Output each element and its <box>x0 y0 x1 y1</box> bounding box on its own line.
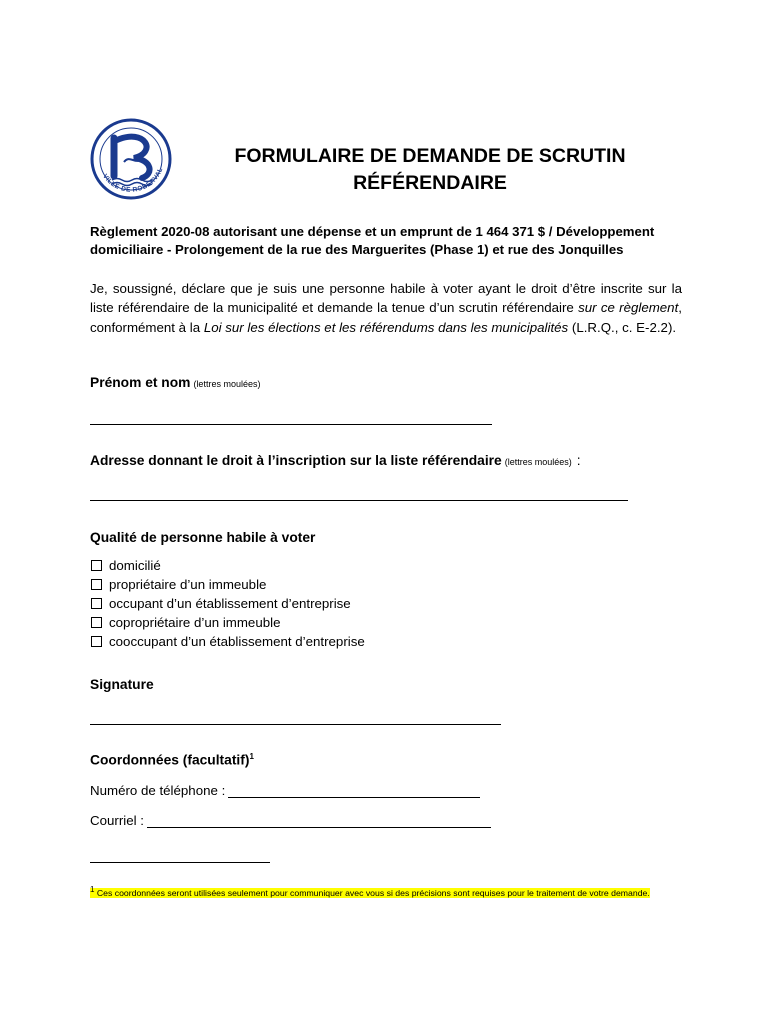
regulation-line-1: Règlement 2020-08 autorisant une dépense et un emprunt de 1 464 371 $ / Développement <box>90 224 655 239</box>
declaration-paragraph <box>90 279 682 337</box>
option-cooccupant[interactable] <box>90 632 365 651</box>
checkbox[interactable] <box>91 598 102 609</box>
contact-label <box>90 752 254 768</box>
declaration-italic-1: sur ce règlement <box>578 300 679 316</box>
option-label: domicilié <box>109 558 161 573</box>
signature-input-line[interactable] <box>90 724 501 725</box>
regulation-heading <box>90 223 690 259</box>
checkbox[interactable] <box>91 579 102 590</box>
name-note: (lettres moulées) <box>193 379 261 389</box>
option-label: occupant d’un établissement d’entreprise <box>109 596 351 611</box>
declaration-text-1: Je, soussigné, déclare que je suis une personne habile à voter ayant le droit d’être inscrite sur la liste référendaire de la municipalité et demande la tenue d’un scrutin référendaire <box>90 281 682 316</box>
quality-label: Qualité de personne habile à voter <box>90 530 316 545</box>
phone-field <box>90 783 480 798</box>
declaration-text-2: , conformément à la <box>90 300 682 335</box>
regulation-line-2: domiciliaire - Prolongement de la rue des Marguerites (Phase 1) et rue des Jonquilles <box>90 242 624 257</box>
declaration-italic-2: Loi sur les élections et les référendums dans les municipalités <box>203 319 569 335</box>
form-title <box>190 143 670 197</box>
option-label: propriétaire d’un immeuble <box>109 577 267 592</box>
phone-input-line[interactable] <box>228 785 480 798</box>
option-domicilie[interactable] <box>90 556 365 575</box>
name-input-line[interactable] <box>90 424 492 425</box>
name-label-text: Prénom et nom <box>90 375 191 390</box>
footnote-ref: 1 <box>249 752 254 761</box>
email-field <box>90 813 491 828</box>
option-proprietaire[interactable] <box>90 575 365 594</box>
option-label: cooccupant d’un établissement d’entreprise <box>109 634 365 649</box>
option-label: copropriétaire d’un immeuble <box>109 615 281 630</box>
logo-text: VILLE DE ROBERVAL <box>101 166 165 194</box>
footnote <box>90 884 686 899</box>
contact-label-text: Coordonnées (facultatif) <box>90 752 250 768</box>
ville-de-roberval-logo <box>90 118 172 200</box>
phone-label: Numéro de téléphone : <box>90 783 226 798</box>
footnote-text: Ces coordonnées seront utilisées seulement pour communiquer avec vous si des précisions sont requises pour le traitement de votre demande. <box>94 887 650 898</box>
email-input-line[interactable] <box>147 815 491 828</box>
address-colon: : <box>576 453 581 468</box>
title-line-1: FORMULAIRE DE DEMANDE DE SCRUTIN <box>234 145 626 167</box>
footnote-separator <box>90 862 270 863</box>
address-input-line[interactable] <box>90 500 628 501</box>
option-occupant[interactable] <box>90 594 365 613</box>
title-line-2: RÉFÉRENDAIRE <box>353 172 507 194</box>
checkbox[interactable] <box>91 560 102 571</box>
address-label-text: Adresse donnant le droit à l’inscription sur la liste référendaire <box>90 453 502 468</box>
declaration-text-3: (L.R.Q., c. E-2.2). <box>568 319 677 335</box>
option-coproprietaire[interactable] <box>90 613 365 632</box>
footnote-number: 1 <box>90 885 95 894</box>
name-label <box>90 375 260 390</box>
signature-label: Signature <box>90 677 154 692</box>
footnote-highlight <box>90 885 650 898</box>
email-label: Courriel : <box>90 813 144 828</box>
address-label <box>90 453 581 468</box>
checkbox[interactable] <box>91 636 102 647</box>
quality-options <box>90 556 365 651</box>
checkbox[interactable] <box>91 617 102 628</box>
address-note: (lettres moulées) <box>504 457 572 467</box>
